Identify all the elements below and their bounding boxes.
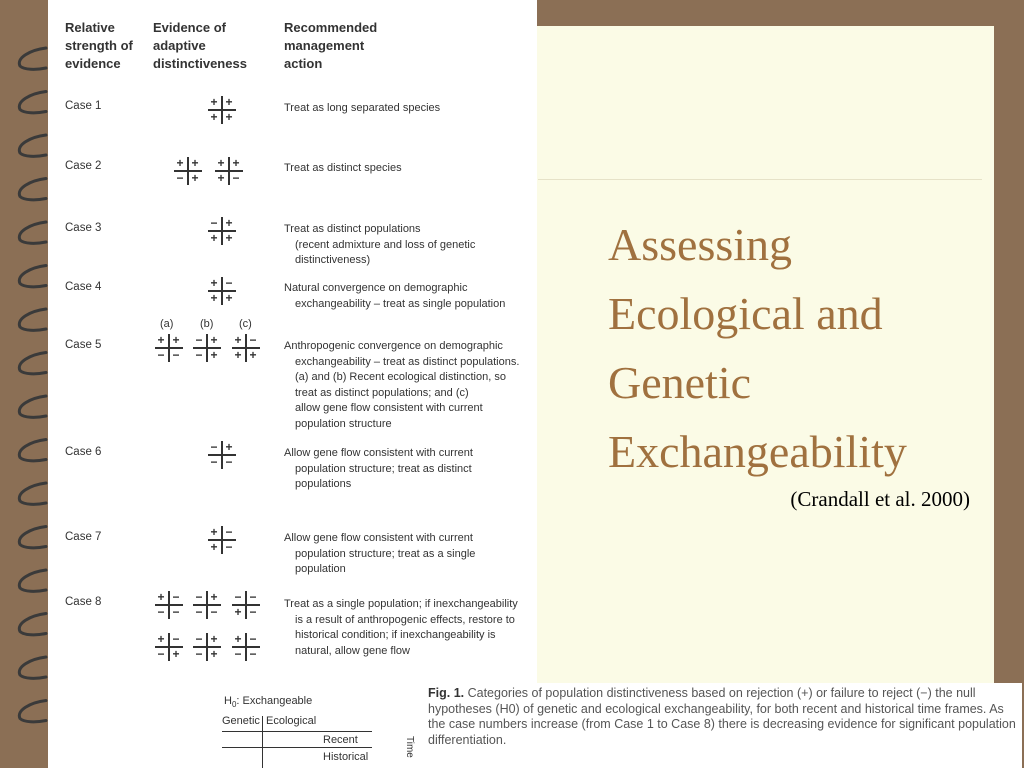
evidence-grid (191, 590, 223, 620)
evidence-sign: − (195, 590, 203, 604)
evidence-sign: + (210, 647, 218, 661)
case-label: Case 7 (65, 531, 102, 543)
binder-ring (19, 527, 46, 548)
evidence-sign: + (225, 291, 233, 305)
divider-line (538, 179, 982, 180)
case-action-line: Anthropogenic convergence on demographic (284, 340, 503, 352)
evidence-grid (206, 216, 238, 246)
legend-time-axis: Time (404, 736, 415, 758)
figure-caption (418, 683, 1022, 768)
case-label: Case 4 (65, 281, 102, 293)
case-action (284, 281, 534, 312)
binder-ring (19, 440, 46, 461)
evidence-sign: + (210, 540, 218, 554)
evidence-grid (172, 156, 204, 186)
case-action-line: historical condition; if inexchangeability is (295, 629, 496, 641)
case-label: Case 2 (65, 160, 102, 172)
case-action-line: (a) and (b) Recent ecological distinction, so (295, 371, 506, 383)
evidence-sign: + (210, 110, 218, 124)
case-action (284, 597, 534, 659)
case-action-line: population (295, 563, 346, 575)
evidence-sign: − (195, 605, 203, 619)
evidence-sign: − (210, 440, 218, 454)
evidence-sign: − (195, 348, 203, 362)
legend-recent: Recent (323, 734, 358, 746)
binder-ring (19, 614, 46, 635)
evidence-grid (191, 333, 223, 363)
evidence-sign: − (176, 171, 184, 185)
case-action-line: (recent admixture and loss of genetic (295, 238, 476, 251)
subcase-label: (a) (160, 318, 174, 330)
evidence-sign: − (195, 333, 203, 347)
case-action-line: Treat as a single population; if inexchangeability (284, 598, 518, 610)
evidence-sign: + (217, 156, 225, 170)
binder-ring (19, 309, 46, 330)
evidence-grid (206, 440, 238, 470)
case-action-line: population structure (295, 417, 392, 430)
evidence-grid (230, 333, 262, 363)
legend-hline-bottom (222, 747, 372, 748)
evidence-grid (153, 632, 185, 662)
binder-ring (19, 92, 46, 113)
case-action-line: Allow gene flow consistent with current (284, 532, 473, 544)
evidence-sign: + (217, 171, 225, 185)
case-action-line: exchangeability – treat as single population (295, 297, 506, 310)
evidence-sign: + (210, 231, 218, 245)
binder-ring (19, 701, 46, 722)
case-action (284, 531, 534, 578)
evidence-sign: + (232, 156, 240, 170)
legend-hline-top (222, 731, 372, 732)
case-label: Case 8 (65, 596, 102, 608)
case-action-line: is a result of anthropogenic effects, restore to (295, 613, 515, 626)
case-action-line: Treat as long separated species (284, 102, 441, 114)
evidence-sign: + (210, 276, 218, 290)
evidence-grid (153, 333, 185, 363)
evidence-sign: − (157, 647, 165, 661)
case-action-line: populations (295, 478, 352, 490)
evidence-sign: + (176, 156, 184, 170)
evidence-sign: + (157, 632, 165, 646)
evidence-sign: + (210, 95, 218, 109)
case-label: Case 6 (65, 446, 102, 458)
evidence-sign: + (210, 632, 218, 646)
case-action-line: Treat as distinct species (284, 162, 402, 174)
evidence-sign: − (210, 455, 218, 469)
evidence-sign: + (191, 171, 199, 185)
header-evidence: Evidence of adaptive distinctiveness (153, 20, 247, 71)
case-action (284, 161, 534, 177)
evidence-sign: − (225, 455, 233, 469)
binder-ring (19, 222, 46, 243)
evidence-sign: − (172, 632, 180, 646)
evidence-grid (206, 525, 238, 555)
binder-ring (19, 483, 46, 504)
case-action-line: population structure; treat as a single (295, 547, 476, 560)
evidence-sign: − (249, 605, 257, 619)
evidence-sign: + (234, 605, 242, 619)
case-action-line: exchangeability – treat as distinct populations. (295, 355, 520, 368)
subcase-label: (b) (200, 318, 214, 330)
evidence-grid (230, 632, 262, 662)
evidence-sign: + (210, 590, 218, 604)
case-action (284, 339, 534, 432)
evidence-sign: − (172, 605, 180, 619)
evidence-sign: + (210, 348, 218, 362)
slide-title: Assessing Ecological and Genetic Exchangeability (608, 219, 907, 477)
case-action-line: allow gene flow consistent with current (295, 402, 483, 414)
evidence-sign: − (210, 216, 218, 230)
case-label: Case 5 (65, 339, 102, 351)
case-action-line: treat as distinct populations; and (c) (295, 386, 469, 399)
evidence-grid (153, 590, 185, 620)
case-label: Case 1 (65, 100, 102, 112)
binder-ring (19, 396, 46, 417)
evidence-sign: + (225, 110, 233, 124)
evidence-sign: − (225, 525, 233, 539)
case-action-line: natural, allow gene flow (295, 644, 410, 657)
evidence-sign: − (172, 590, 180, 604)
evidence-sign: + (210, 333, 218, 347)
evidence-sign: + (157, 590, 165, 604)
case-action-line: Allow gene flow consistent with current (284, 447, 473, 459)
evidence-sign: − (157, 605, 165, 619)
evidence-sign: − (249, 647, 257, 661)
case-action (284, 222, 534, 269)
binder-ring (19, 179, 46, 200)
evidence-sign: − (225, 276, 233, 290)
case-label: Case 3 (65, 222, 102, 234)
legend-title: $H_0$: Exchangeable (224, 695, 313, 710)
binder-ring (19, 353, 46, 374)
evidence-grid (230, 590, 262, 620)
evidence-sign: + (210, 525, 218, 539)
evidence-grid (206, 95, 238, 125)
evidence-sign: + (225, 231, 233, 245)
evidence-sign: − (195, 647, 203, 661)
evidence-sign: + (172, 333, 180, 347)
case-action-line: distinctiveness) (295, 254, 371, 266)
legend-genetic: Genetic (222, 715, 260, 727)
evidence-sign: − (210, 605, 218, 619)
evidence-sign: + (225, 95, 233, 109)
evidence-sign: + (172, 647, 180, 661)
binder-ring (19, 657, 46, 678)
header-management-action: Recommended management action (284, 20, 378, 71)
evidence-sign: − (249, 333, 257, 347)
spiral-binding (0, 0, 48, 768)
legend-ecological: Ecological (266, 715, 317, 727)
case-action-line: Natural convergence on demographic (284, 282, 468, 294)
subcase-label: (c) (239, 318, 252, 330)
evidence-sign: + (225, 216, 233, 230)
evidence-sign: − (172, 348, 180, 362)
evidence-sign: − (157, 348, 165, 362)
evidence-grid (191, 632, 223, 662)
binder-ring (19, 48, 46, 69)
case-action (284, 101, 534, 117)
citation: (Crandall et al. 2000) (790, 487, 970, 511)
evidence-sign: − (234, 590, 242, 604)
evidence-sign: + (225, 440, 233, 454)
binder-ring (19, 570, 46, 591)
legend-historical: Historical (323, 751, 369, 763)
legend-vline (262, 716, 263, 768)
evidence-sign: + (234, 632, 242, 646)
caption-body: Categories of population distinctiveness based on rejection (+) or failure to reject (−) the null hypotheses (H0) of genetic and ecological exchangeability, for both recent and historical time frames. As the case numbers increase (from Case 1 to Case 8) there is decreasing evidence for significant population differentiation. (428, 686, 1016, 747)
evidence-sign: − (225, 540, 233, 554)
binder-ring (19, 135, 46, 156)
caption-text (428, 686, 1016, 748)
evidence-sign: + (210, 291, 218, 305)
case-action (284, 446, 534, 493)
evidence-sign: − (249, 632, 257, 646)
evidence-sign: + (234, 333, 242, 347)
case-action-line: population structure; treat as distinct (295, 462, 472, 475)
evidence-sign: − (195, 632, 203, 646)
evidence-sign: + (191, 156, 199, 170)
case-action-line: Treat as distinct populations (284, 223, 421, 235)
evidence-sign: + (249, 348, 257, 362)
evidence-sign: − (234, 647, 242, 661)
evidence-grid (213, 156, 245, 186)
evidence-sign: − (249, 590, 257, 604)
binder-ring (19, 266, 46, 287)
evidence-sign: + (157, 333, 165, 347)
figure-panel (48, 0, 537, 768)
caption-label: Fig. 1. (428, 686, 465, 700)
evidence-sign: − (232, 171, 240, 185)
evidence-sign: + (234, 348, 242, 362)
evidence-grid (206, 276, 238, 306)
header-relative-strength: Relative strength of evidence (65, 20, 133, 71)
